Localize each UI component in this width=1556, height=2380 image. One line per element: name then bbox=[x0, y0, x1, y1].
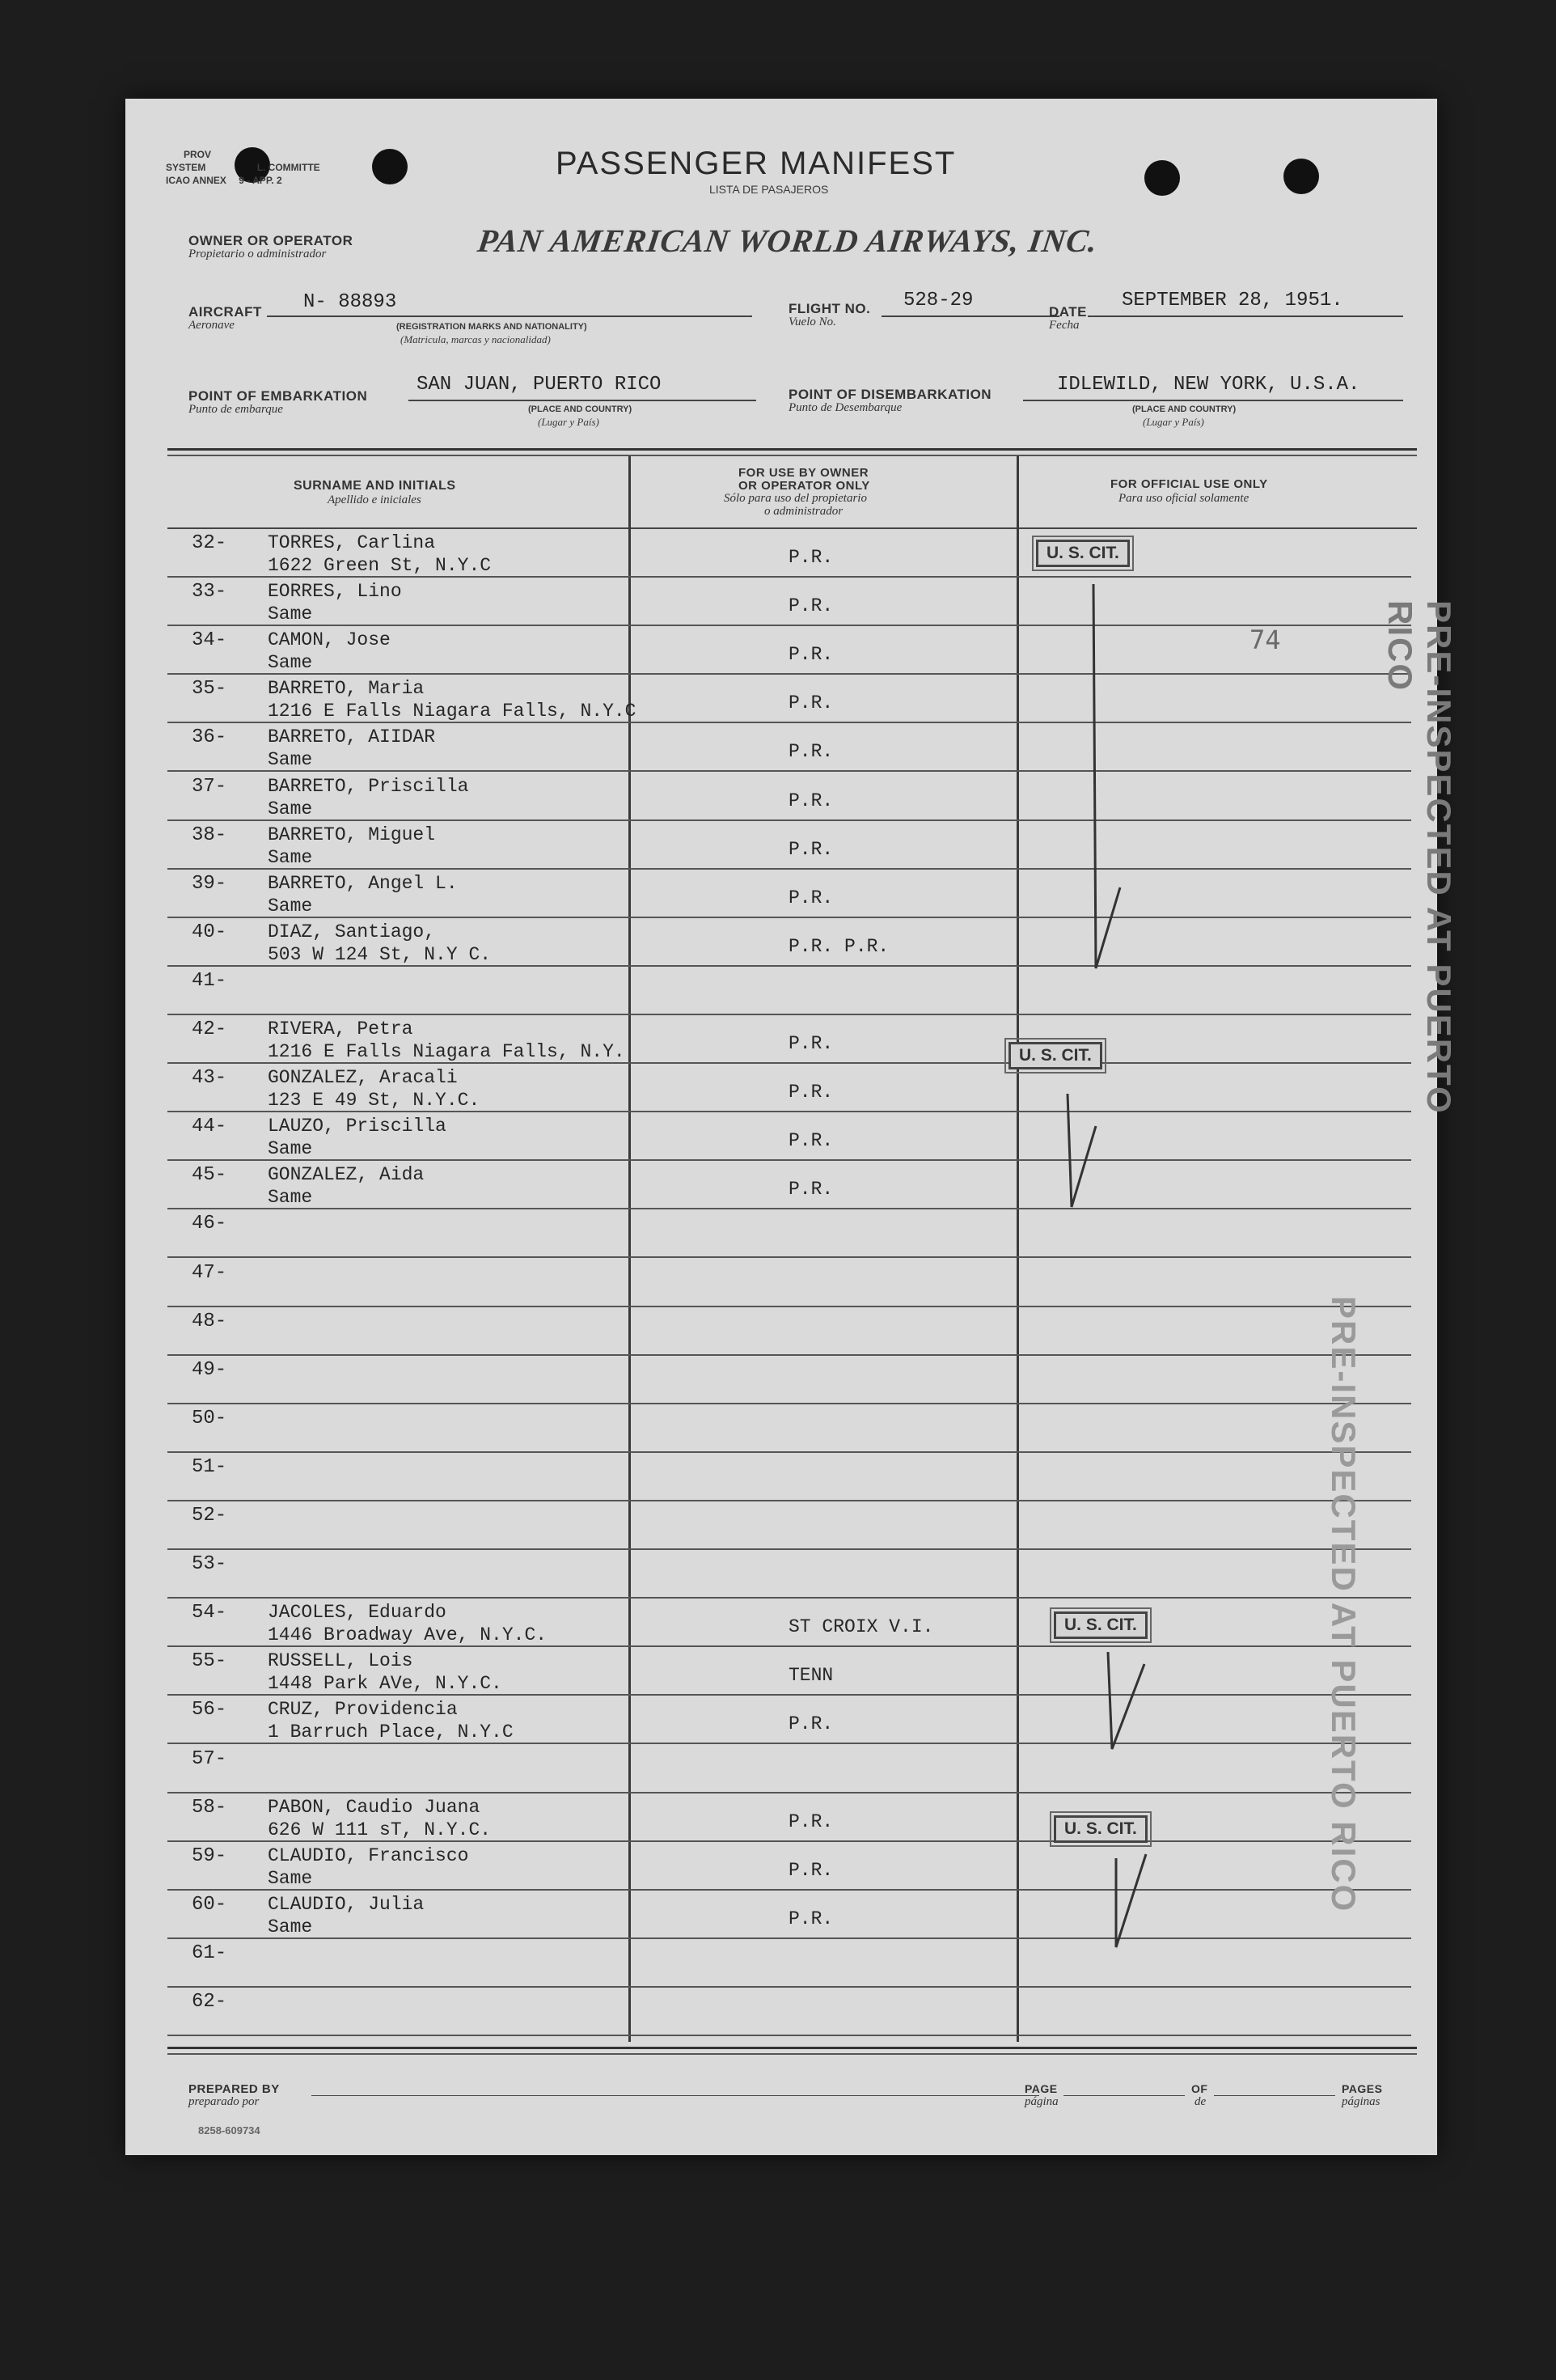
registration-note: (REGISTRATION MARKS AND NATIONALITY) bbox=[396, 322, 587, 332]
page-label: PAGE bbox=[1025, 2082, 1058, 2095]
us-cit-stamp-2: U. S. CIT. bbox=[1008, 1042, 1102, 1069]
passenger-address: Same bbox=[268, 798, 313, 819]
flight-value: 528-29 bbox=[903, 290, 974, 311]
flight-label-es: Vuelo No. bbox=[789, 315, 836, 328]
us-cit-stamp-4: U. S. CIT. bbox=[1054, 1815, 1148, 1843]
passenger-name: RUSSELL, Lois bbox=[268, 1650, 413, 1672]
passenger-address: 123 E 49 St, N.Y.C. bbox=[268, 1090, 480, 1112]
embark-place-note: (PLACE AND COUNTRY) bbox=[528, 404, 632, 414]
owner-use-entry: P.R. bbox=[789, 887, 834, 908]
row-number: 51- bbox=[192, 1455, 227, 1478]
row-number: 54- bbox=[192, 1602, 227, 1624]
owner-label-es: Propietario o administrador bbox=[188, 248, 327, 260]
owner-use-entry: TENN bbox=[789, 1665, 834, 1687]
row-number: 56- bbox=[192, 1699, 227, 1721]
page-title: PASSENGER MANIFEST bbox=[556, 146, 957, 181]
aircraft-label: AIRCRAFT bbox=[188, 304, 262, 320]
handwritten-number: 74 bbox=[1249, 625, 1281, 655]
form-code: 8258-609734 bbox=[198, 2124, 260, 2136]
prepared-by-label: PREPARED BY bbox=[188, 2082, 280, 2096]
owner-use-entry: P.R. bbox=[789, 1130, 834, 1152]
page-label-es: página bbox=[1025, 2095, 1059, 2108]
manifest-sheet bbox=[125, 99, 1458, 2155]
passenger-name: JACOLES, Eduardo bbox=[268, 1602, 446, 1624]
pages-label-es: páginas bbox=[1342, 2095, 1381, 2108]
row-number: 55- bbox=[192, 1650, 227, 1673]
embark-place-note-es: (Lugar y País) bbox=[538, 416, 599, 428]
date-label-es: Fecha bbox=[1049, 319, 1080, 332]
of-label: OF bbox=[1191, 2082, 1208, 2095]
row-number: 61- bbox=[192, 1942, 227, 1964]
disembark-place-note-es: (Lugar y País) bbox=[1143, 416, 1204, 428]
passenger-name: TORRES, Carlina bbox=[268, 532, 436, 553]
row-number: 50- bbox=[192, 1407, 227, 1429]
pre-inspected-stamp-1: PRE-INSPECTED AT PUERTO RICO bbox=[1381, 600, 1458, 1115]
passenger-address: Same bbox=[268, 1138, 313, 1160]
col-owner-header-es-2: o administrador bbox=[764, 505, 844, 518]
row-number: 62- bbox=[192, 1991, 227, 2013]
date-value: SEPTEMBER 28, 1951. bbox=[1122, 290, 1343, 311]
passenger-address: 1216 E Falls Niagara Falls, N.Y.C bbox=[268, 701, 636, 722]
owner-use-entry: P.R. bbox=[789, 1810, 834, 1832]
owner-label: OWNER OR OPERATOR bbox=[188, 233, 353, 248]
passenger-name: GONZALEZ, Aracali bbox=[268, 1067, 458, 1089]
row-number: 46- bbox=[192, 1213, 227, 1235]
col-owner-header-2: OR OPERATOR ONLY bbox=[738, 479, 870, 493]
row-number: 44- bbox=[192, 1116, 227, 1138]
row-number: 39- bbox=[192, 872, 227, 895]
passenger-address: 503 W 124 St, N.Y C. bbox=[268, 943, 492, 965]
pages-label: PAGES bbox=[1342, 2082, 1383, 2095]
passenger-address: 1446 Broadway Ave, N.Y.C. bbox=[268, 1624, 548, 1646]
row-number: 42- bbox=[192, 1018, 227, 1040]
owner-use-entry: P.R. bbox=[789, 644, 834, 666]
passenger-name: BARRETO, Angel L. bbox=[268, 872, 458, 894]
owner-use-entry: P.R. bbox=[789, 1908, 834, 1929]
passenger-address: Same bbox=[268, 603, 313, 625]
passenger-address: Same bbox=[268, 1187, 313, 1209]
row-number: 57- bbox=[192, 1747, 227, 1770]
passenger-address: Same bbox=[268, 1916, 313, 1937]
embarkation-label: POINT OF EMBARKATION bbox=[188, 388, 368, 404]
row-number: 40- bbox=[192, 921, 227, 943]
us-cit-stamp-3: U. S. CIT. bbox=[1054, 1611, 1148, 1639]
passenger-name: BARRETO, AIIDAR bbox=[268, 726, 436, 748]
row-number: 35- bbox=[192, 678, 227, 701]
page-subtitle: LISTA DE PASAJEROS bbox=[709, 183, 829, 196]
passenger-address: 1448 Park AVe, N.Y.C. bbox=[268, 1673, 502, 1695]
col-owner-header-1: FOR USE BY OWNER bbox=[738, 466, 869, 480]
pre-inspected-stamp-2: PRE-INSPECTED AT PUERTO RICO bbox=[1325, 1296, 1363, 1913]
passenger-address: Same bbox=[268, 1867, 313, 1889]
row-number: 45- bbox=[192, 1164, 227, 1187]
owner-use-entry: P.R. bbox=[789, 692, 834, 714]
row-number: 47- bbox=[192, 1261, 227, 1284]
col-surname-header: SURNAME AND INITIALS bbox=[294, 479, 456, 493]
passenger-address: Same bbox=[268, 895, 313, 917]
passenger-address: Same bbox=[268, 846, 313, 868]
row-number: 60- bbox=[192, 1893, 227, 1916]
passenger-name: CAMON, Jose bbox=[268, 629, 391, 651]
passenger-name: PABON, Caudio Juana bbox=[268, 1796, 480, 1818]
passenger-name: DIAZ, Santiago, bbox=[268, 921, 436, 942]
corner-note-1: PROV bbox=[184, 149, 212, 160]
registration-note-es: (Matricula, marcas y nacionalidad) bbox=[400, 333, 551, 345]
owner-use-entry: P.R. bbox=[789, 547, 834, 568]
passenger-name: CLAUDIO, Francisco bbox=[268, 1844, 469, 1866]
row-number: 34- bbox=[192, 629, 227, 652]
passenger-name: GONZALEZ, Aida bbox=[268, 1164, 425, 1186]
owner-use-entry: P.R. bbox=[789, 1179, 834, 1201]
owner-use-entry: P.R. bbox=[789, 741, 834, 763]
owner-use-entry: P.R. bbox=[789, 790, 834, 811]
owner-use-entry: P.R. P.R. bbox=[789, 935, 890, 957]
row-number: 41- bbox=[192, 969, 227, 992]
passenger-address: 1622 Green St, N.Y.C bbox=[268, 555, 492, 576]
passenger-address: 1 Barruch Place, N.Y.C bbox=[268, 1721, 514, 1743]
passenger-name: BARRETO, Miguel bbox=[268, 824, 436, 845]
row-number: 36- bbox=[192, 726, 227, 749]
passenger-address: 626 W 111 sT, N.Y.C. bbox=[268, 1819, 492, 1840]
row-number: 53- bbox=[192, 1553, 227, 1576]
row-number: 49- bbox=[192, 1358, 227, 1381]
row-number: 58- bbox=[192, 1796, 227, 1819]
checkmark-marks bbox=[125, 99, 1437, 2155]
disembarkation-label: POINT OF DISEMBARKATION bbox=[789, 387, 992, 402]
passenger-name: EORRES, Lino bbox=[268, 581, 402, 603]
us-cit-stamp-1: U. S. CIT. bbox=[1036, 540, 1130, 567]
col-surname-header-es: Apellido e iniciales bbox=[328, 493, 421, 506]
passenger-name: RIVERA, Petra bbox=[268, 1018, 413, 1040]
col-owner-header-es-1: Sólo para uso del propietario bbox=[724, 492, 867, 505]
flight-label: FLIGHT NO. bbox=[789, 301, 871, 316]
row-number: 33- bbox=[192, 581, 227, 603]
disembark-place-note: (PLACE AND COUNTRY) bbox=[1132, 404, 1237, 414]
row-number: 32- bbox=[192, 532, 227, 554]
passenger-address: Same bbox=[268, 652, 313, 674]
prepared-by-label-es: preparado por bbox=[188, 2095, 260, 2108]
passenger-name: LAUZO, Priscilla bbox=[268, 1116, 446, 1137]
row-number: 38- bbox=[192, 824, 227, 846]
of-label-es: de bbox=[1194, 2095, 1207, 2108]
row-number: 43- bbox=[192, 1067, 227, 1090]
col-official-header-es: Para uso oficial solamente bbox=[1118, 492, 1249, 505]
owner-use-entry: P.R. bbox=[789, 1033, 834, 1054]
aircraft-label-es: Aeronave bbox=[188, 319, 235, 332]
disembarkation-value: IDLEWILD, NEW YORK, U.S.A. bbox=[1057, 374, 1360, 396]
owner-use-entry: P.R. bbox=[789, 1859, 834, 1881]
row-number: 48- bbox=[192, 1310, 227, 1332]
aircraft-value: N- 88893 bbox=[303, 291, 397, 313]
passenger-address: 1216 E Falls Niagara Falls, N.Y. bbox=[268, 1041, 625, 1062]
owner-use-entry: ST CROIX V.I. bbox=[789, 1616, 934, 1638]
owner-use-entry: P.R. bbox=[789, 1082, 834, 1103]
airline-name: PAN AMERICAN WORLD AIRWAYS, INC. bbox=[475, 222, 1101, 259]
passenger-name: BARRETO, Priscilla bbox=[268, 775, 469, 797]
corner-note-3: ICAO ANNEX 9 - APP. 2 bbox=[166, 175, 282, 186]
owner-use-entry: P.R. bbox=[789, 1713, 834, 1735]
passenger-name: CRUZ, Providencia bbox=[268, 1699, 458, 1721]
passenger-address: Same bbox=[268, 749, 313, 771]
disembarkation-label-es: Punto de Desembarque bbox=[789, 401, 903, 414]
col-official-header: FOR OFFICIAL USE ONLY bbox=[1110, 477, 1268, 491]
corner-note-2: SYSTEM L. COMMITTE bbox=[166, 162, 320, 173]
row-number: 59- bbox=[192, 1844, 227, 1867]
embarkation-label-es: Punto de embarque bbox=[188, 403, 283, 416]
row-number: 52- bbox=[192, 1505, 227, 1527]
date-label: DATE bbox=[1049, 304, 1088, 320]
passenger-name: CLAUDIO, Julia bbox=[268, 1893, 425, 1915]
passenger-name: BARRETO, Maria bbox=[268, 678, 425, 700]
row-number: 37- bbox=[192, 775, 227, 798]
owner-use-entry: P.R. bbox=[789, 838, 834, 860]
embarkation-value: SAN JUAN, PUERTO RICO bbox=[416, 374, 662, 396]
owner-use-entry: P.R. bbox=[789, 595, 834, 617]
